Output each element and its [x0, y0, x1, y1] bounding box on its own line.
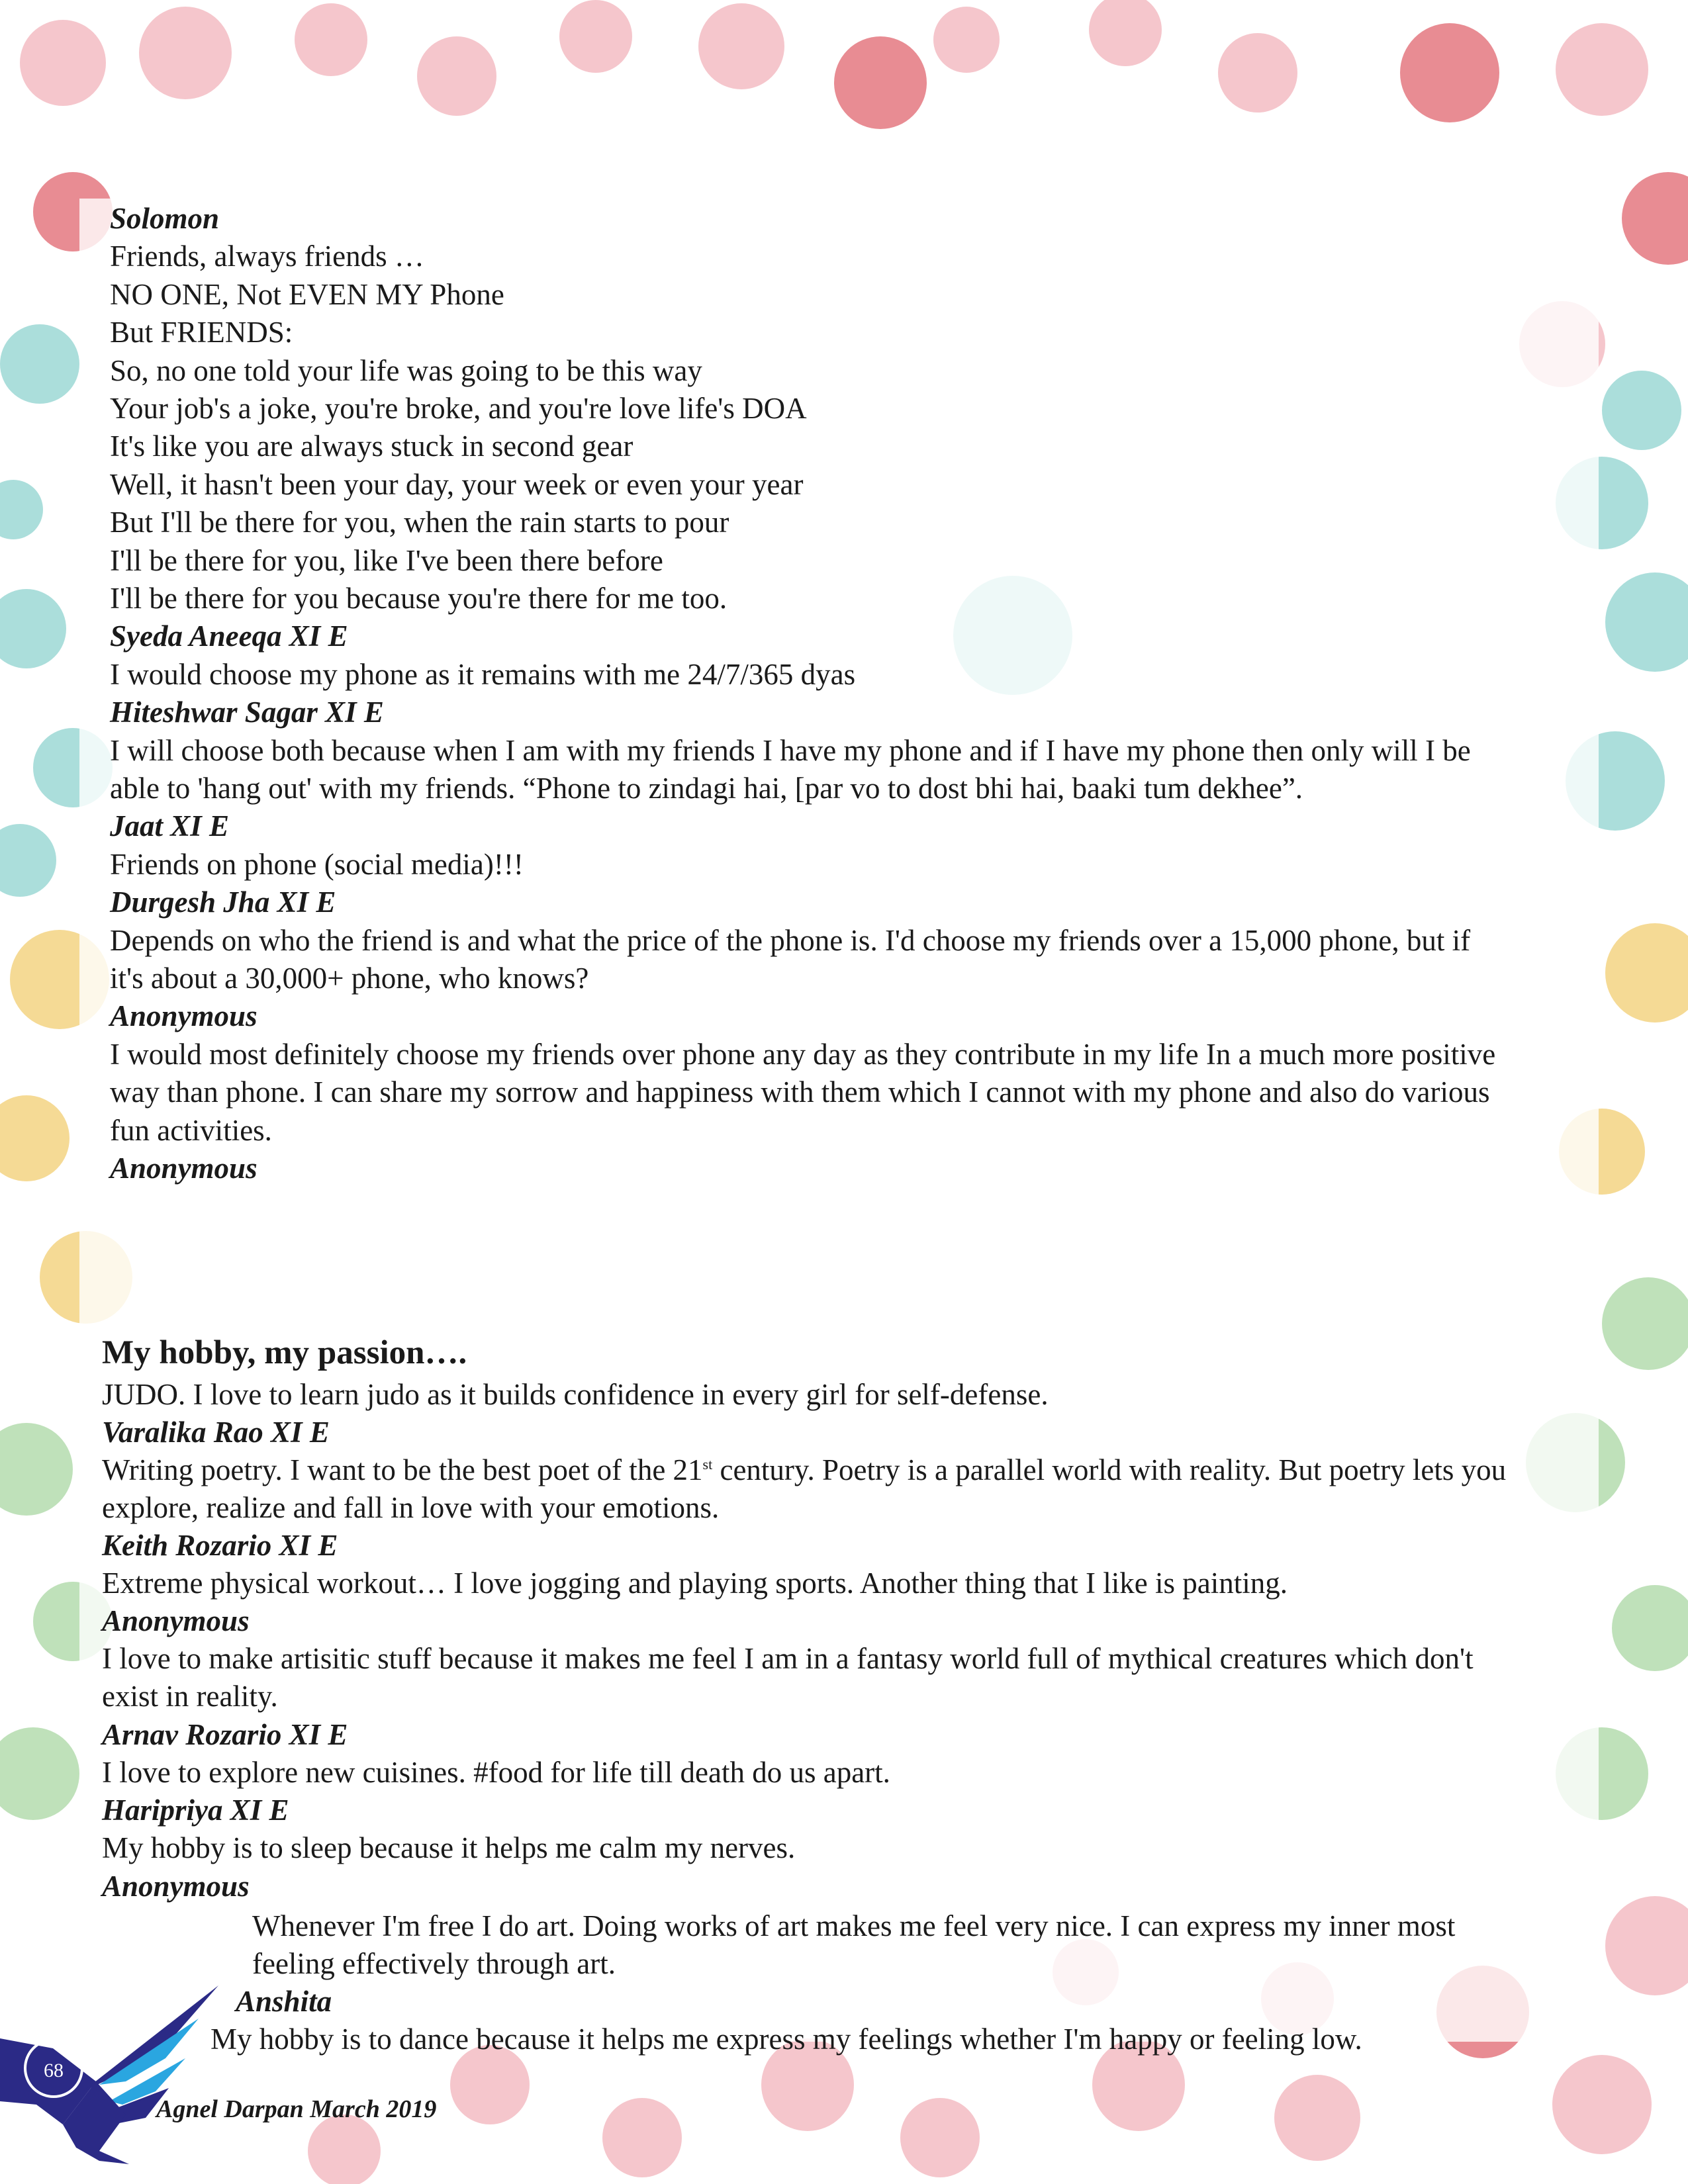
response-author: Jaat XI E	[110, 809, 230, 843]
hobby-author: Anonymous	[102, 1870, 250, 1903]
response-text: NO ONE, Not EVEN MY Phone	[110, 277, 504, 311]
page-number: 68	[24, 2038, 83, 2098]
hobby-author: Varalika Rao XI E	[102, 1416, 330, 1449]
response-text: So, no one told your life was going to be this way	[110, 353, 702, 387]
response-author: Durgesh Jha XI E	[110, 886, 336, 919]
hobby-author: Haripriya XI E	[102, 1794, 289, 1827]
response-text: I will choose both because when I am with my friends I have my phone and if I have my phone then only will I be	[110, 733, 1471, 767]
response-text: I would most definitely choose my friends over phone any day as they contribute in my life In a much more positive	[110, 1037, 1496, 1071]
art-response-author: Anshita	[236, 1985, 332, 2018]
response-text: Well, it hasn't been your day, your week or even your year	[110, 467, 804, 501]
hobby-text: Extreme physical workout… I love jogging and playing sports. Another thing that I like is painting.	[102, 1567, 1288, 1600]
response-author: Syeda Aneeqa XI E	[110, 619, 348, 653]
response-text: Depends on who the friend is and what the price of the phone is. I'd choose my friends over a 15,000 phone, but if	[110, 923, 1471, 957]
response-author: Anonymous	[110, 1152, 258, 1185]
response-text: But FRIENDS:	[110, 316, 293, 349]
response-text: Friends on phone (social media)!!!	[110, 847, 524, 881]
response-text: But I'll be there for you, when the rain starts to pour	[110, 506, 729, 539]
hobby-text: JUDO. I love to learn judo as it builds confidence in every girl for self-defense.	[102, 1378, 1049, 1411]
hobby-section-title: My hobby, my passion….	[102, 1334, 467, 1371]
response-text: I'll be there for you, like I've been there before	[110, 543, 663, 577]
response-text: Friends, always friends …	[110, 240, 424, 273]
response-text: I would choose my phone as it remains with me 24/7/365 dyas	[110, 657, 856, 691]
response-text: I'll be there for you because you're there for me too.	[110, 582, 727, 615]
response-text: Your job's a joke, you're broke, and you're love life's DOA	[110, 392, 807, 425]
response-author: Anonymous	[110, 999, 258, 1033]
response-text: able to 'hang out' with my friends. “Phone to zindagi hai, [par vo to dost bhi hai, baaki tum dekhee”.	[110, 772, 1303, 805]
hobby-author: Anonymous	[102, 1604, 250, 1637]
art-response-line-2: feeling effectively through art.	[252, 1947, 616, 1980]
art-response-line-1: Whenever I'm free I do art. Doing works of art makes me feel very nice. I can express my inner most	[252, 1909, 1456, 1942]
hobby-text: exist in reality.	[102, 1680, 278, 1713]
hobby-text: My hobby is to sleep because it helps me calm my nerves.	[102, 1831, 796, 1864]
response-author: Hiteshwar Sagar XI E	[110, 696, 384, 729]
poetry-response: Writing poetry. I want to be the best poet of the 21st century. Poetry is a parallel world with reality. But poetry lets you	[102, 1453, 1507, 1486]
hobby-text: explore, realize and fall in love with your emotions.	[102, 1491, 720, 1524]
response-text: It's like you are always stuck in second gear	[110, 430, 633, 463]
magazine-footer: Agnel Darpan March 2019	[156, 2095, 437, 2123]
response-text: way than phone. I can share my sorrow and happiness with them which I cannot with my phone and also do various	[110, 1075, 1490, 1109]
response-text: fun activities.	[110, 1113, 272, 1147]
hobby-author: Keith Rozario XI E	[102, 1529, 338, 1562]
hobby-text: I love to explore new cuisines. #food for life till death do us apart.	[102, 1756, 890, 1789]
response-author: Solomon	[110, 202, 220, 235]
response-text: it's about a 30,000+ phone, who knows?	[110, 962, 589, 995]
hobby-text: I love to make artisitic stuff because it makes me feel I am in a fantasy world full of mythical creatures which don't	[102, 1642, 1474, 1675]
dance-response: My hobby is to dance because it helps me express my feelings whether I'm happy or feeling low.	[211, 2023, 1362, 2056]
hobby-author: Arnav Rozario XI E	[102, 1718, 348, 1751]
